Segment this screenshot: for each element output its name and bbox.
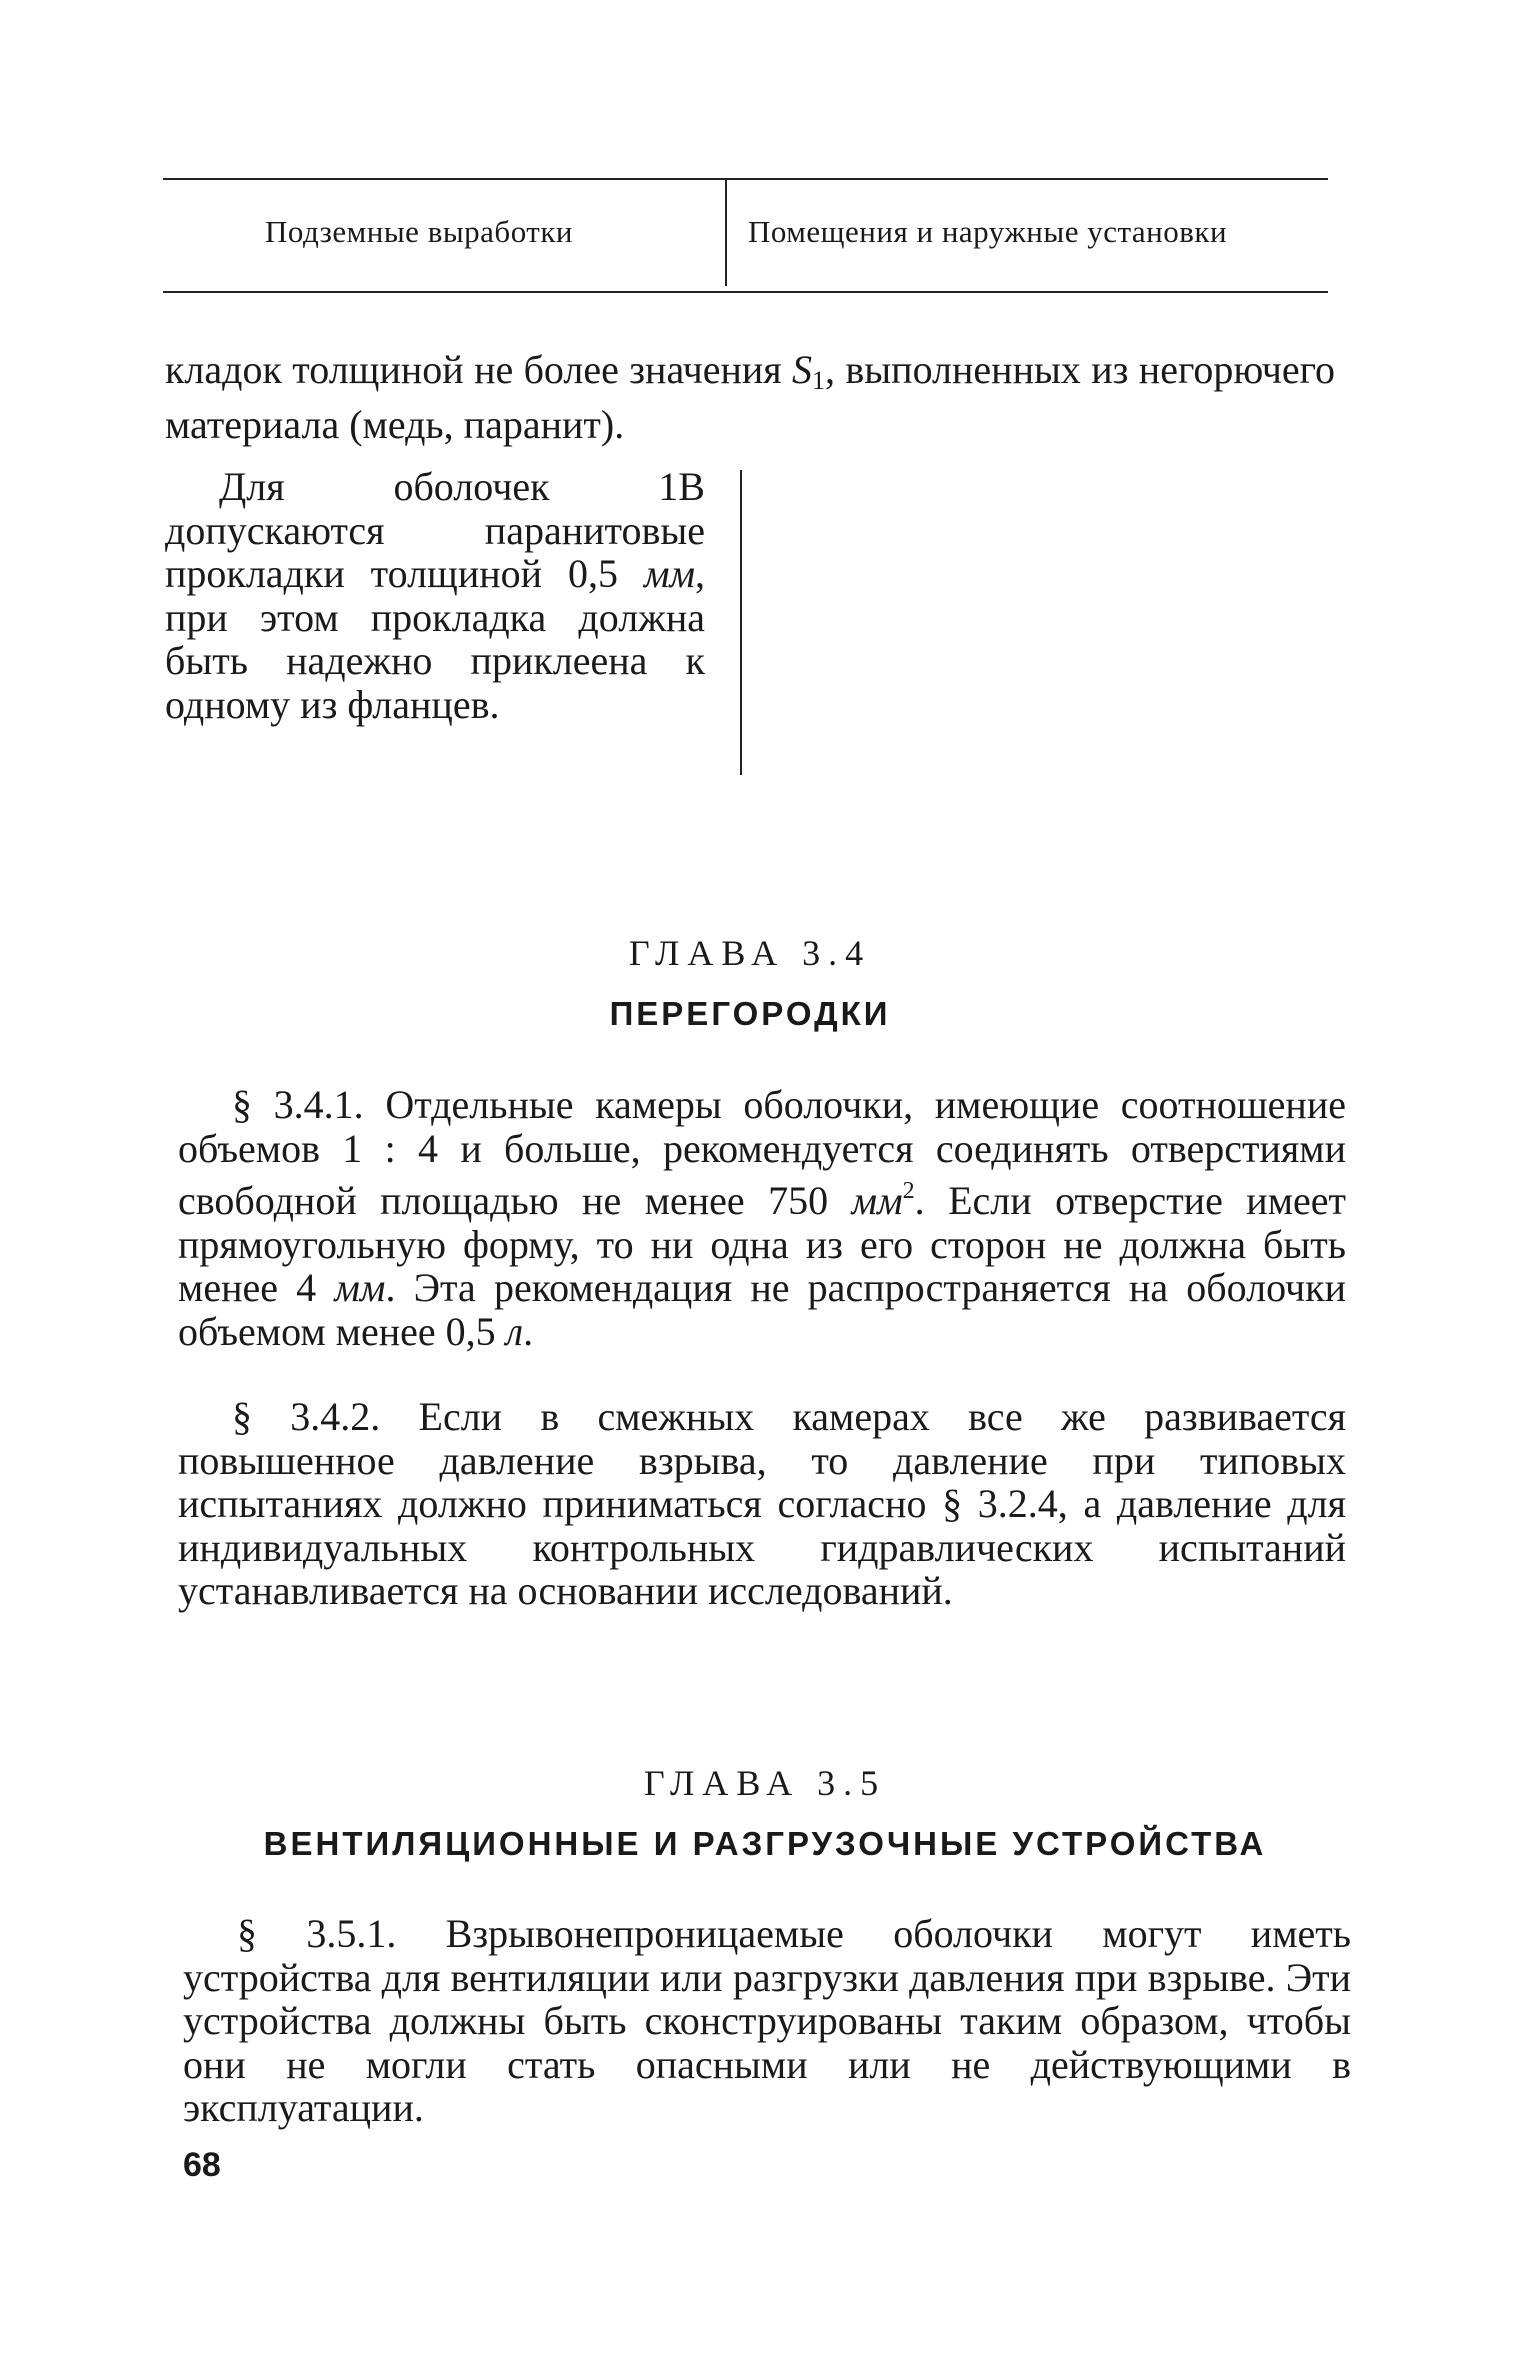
- page-number: 68: [183, 2146, 221, 2184]
- symbol-s1: S: [792, 347, 813, 392]
- running-header-right: Помещения и наружные установки: [748, 214, 1228, 249]
- continued-paragraph: кладок толщиной не более значения $S_1$, выполненных из негорючего материала (медь, паранит).: [165, 347, 1335, 447]
- section-3-4-2: § 3.4.2. Если в смежных камерах все же развивается повышенное давление взрыва, то давление при типовых испытаниях должно приниматься согласно § 3.2.4, а давление для индивидуальных контрольных гидравлических испытаний устанавливается на основании исследований.: [178, 1394, 1346, 1613]
- running-header-left: Подземные выработки: [265, 214, 573, 249]
- side-note-paragraph: Для оболочек 1В допускаются паранитовые прокладки толщиной 0,5 мм, при этом прокладка должна быть надежно приклеена к одному из фланцев.: [165, 464, 705, 727]
- header-column-divider: [725, 178, 727, 286]
- chapter-3-5-label: ГЛАВА 3.5: [643, 1763, 887, 1803]
- section-3-5-1: § 3.5.1. Взрывонепроницаемые оболочки могут иметь устройства для вентиляции или разгрузки давления при взрыве. Эти устройства должны быть сконструированы таким образом, чтобы они не могли стать опасными или не действующими в эксплуатации.: [183, 1911, 1351, 2130]
- chapter-3-5-title: ВЕНТИЛЯЦИОННЫЕ И РАЗГРУЗОЧНЫЕ УСТРОЙСТВА: [263, 1825, 1267, 1862]
- side-note-rule: [740, 470, 742, 775]
- chapter-3-4-label: ГЛАВА 3.4: [628, 933, 872, 973]
- chapter-3-4-title: ПЕРЕГОРОДКИ: [609, 995, 891, 1032]
- section-3-4-1: § 3.4.1. Отдельные камеры оболочки, имеющие соотношение объемов 1 : 4 и больше, рекомендуется соединять отверстиями свободной площадью не менее 750 $мм^2$. Если отверстие имеет прямоугольную форму, то ни одна из его сторон не должна быть менее 4 мм. Эта рекомендация не распространяется на оболочки объемом менее 0,5 л.: [178, 1082, 1347, 1354]
- header-bottom-rule: [163, 291, 1328, 293]
- header-top-rule: [163, 178, 1328, 180]
